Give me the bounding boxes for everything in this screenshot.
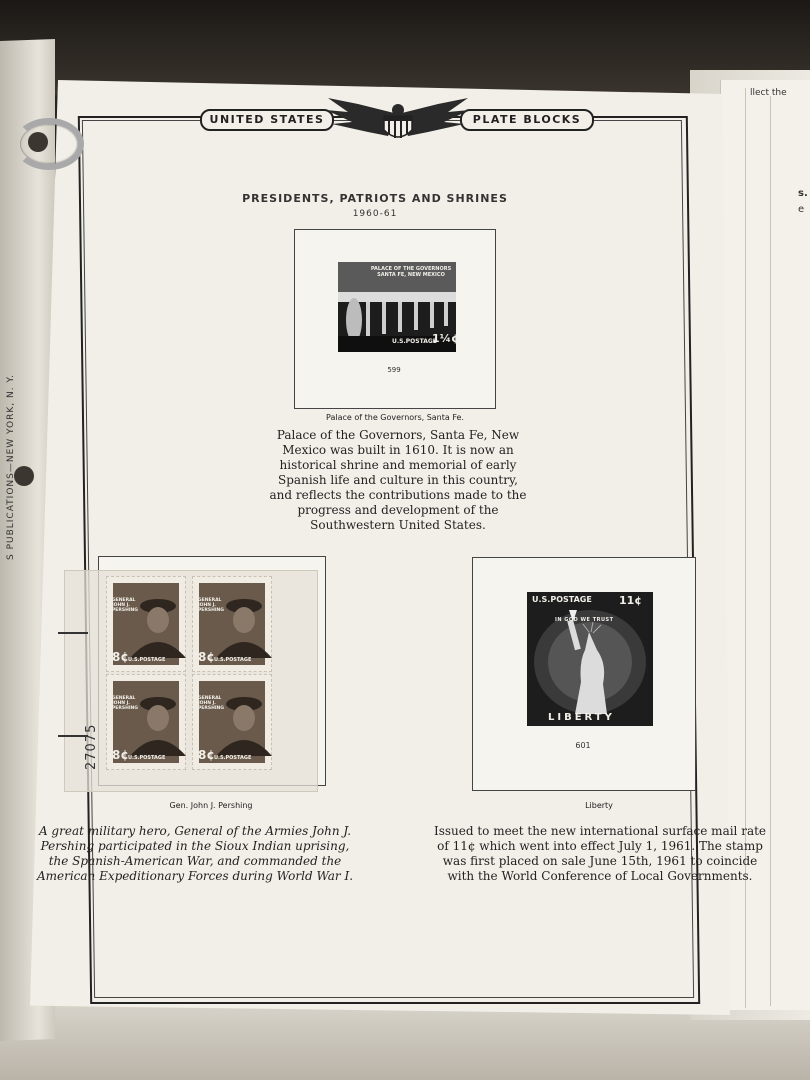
stamp-601-postage: U.S.POSTAGE [532, 595, 592, 604]
publisher-spine-text: S PUBLICATIONS—NEW YORK, N. Y. [6, 374, 16, 560]
stamp-599-number: 599 [387, 366, 401, 374]
stamp-599-description: Palace of the Governors, Santa Fe, New Mexico was built in 1610. It is now an historical shrine and memorial of early Spanish life and culture in this country, and reflects the contributions made to the progress and development of the Southwestern United States. [269, 428, 527, 532]
stamp-601-number: 601 [575, 741, 591, 750]
stamp-601-caption: Liberty [585, 801, 613, 810]
punch-hole [14, 466, 34, 486]
pershing-stamp-value: 8¢ [198, 650, 215, 664]
stamp-599-caption: Palace of the Governors, Santa Fe. [326, 413, 464, 422]
edge-page-text: llect the [750, 88, 787, 98]
pershing-stamp-postage: U.S.POSTAGE [128, 755, 166, 761]
stamp-601-motto: IN GOD WE TRUST [555, 617, 614, 623]
pershing-stamp-postage: U.S.POSTAGE [214, 657, 252, 663]
pershing-stamp-label: GENERAL JOHN J. PERSHING [112, 598, 138, 613]
pershing-stamp-postage: U.S.POSTAGE [128, 657, 166, 663]
pershing-stamp-label: GENERAL JOHN J. PERSHING [198, 696, 224, 711]
pershing-stamp-value: 8¢ [198, 748, 215, 762]
header-label-right: PLATE BLOCKS [460, 109, 594, 131]
section-years: 1960-61 [352, 209, 398, 219]
pershing-stamp-postage: U.S.POSTAGE [214, 755, 252, 761]
binder-ring [14, 118, 84, 170]
stamp-599-value: 1¼¢ [432, 332, 459, 345]
stamp-601-value: 11¢ [619, 594, 642, 607]
stamp-pershing-caption: Gen. John J. Pershing [169, 801, 253, 810]
pershing-stamp-value: 8¢ [112, 748, 129, 762]
edge-page-text: s. [798, 188, 808, 199]
stamp-599-title: PALACE OF THE GOVERNORS SANTA FE, NEW MEXICO [370, 266, 452, 278]
plate-number: 27075 [84, 723, 99, 770]
stamp-601-liberty [527, 592, 653, 726]
stamp-601-description: Issued to meet the new international surface mail rate of 11¢ which went into effect July 1, 1961. The stamp was first placed on sale June 15th, 1961 to coincide with the World Conference of Local Governments. [433, 824, 767, 883]
dark-background [0, 0, 810, 95]
stamp-pershing-description: A great military hero, General of the Armies John J. Pershing participated in the Sioux Indian uprising, the Spanish-American War, and commanded the American Expeditionary Forces during World War I. [36, 824, 354, 883]
eagle-shield-icon [318, 96, 478, 146]
pershing-stamp-value: 8¢ [112, 650, 129, 664]
pershing-stamp-label: GENERAL JOHN J. PERSHING [198, 598, 224, 613]
pershing-stamp-label: GENERAL JOHN J. PERSHING [112, 696, 138, 711]
section-title: PRESIDENTS, PATRIOTS AND SHRINES [242, 192, 508, 205]
stamp-601-word: LIBERTY [548, 712, 615, 723]
stamp-599-postage: U.S.POSTAGE [392, 338, 437, 345]
plate-margin-mark [58, 632, 88, 634]
edge-page-text: e [798, 204, 805, 215]
header-label-left: UNITED STATES [200, 109, 334, 131]
